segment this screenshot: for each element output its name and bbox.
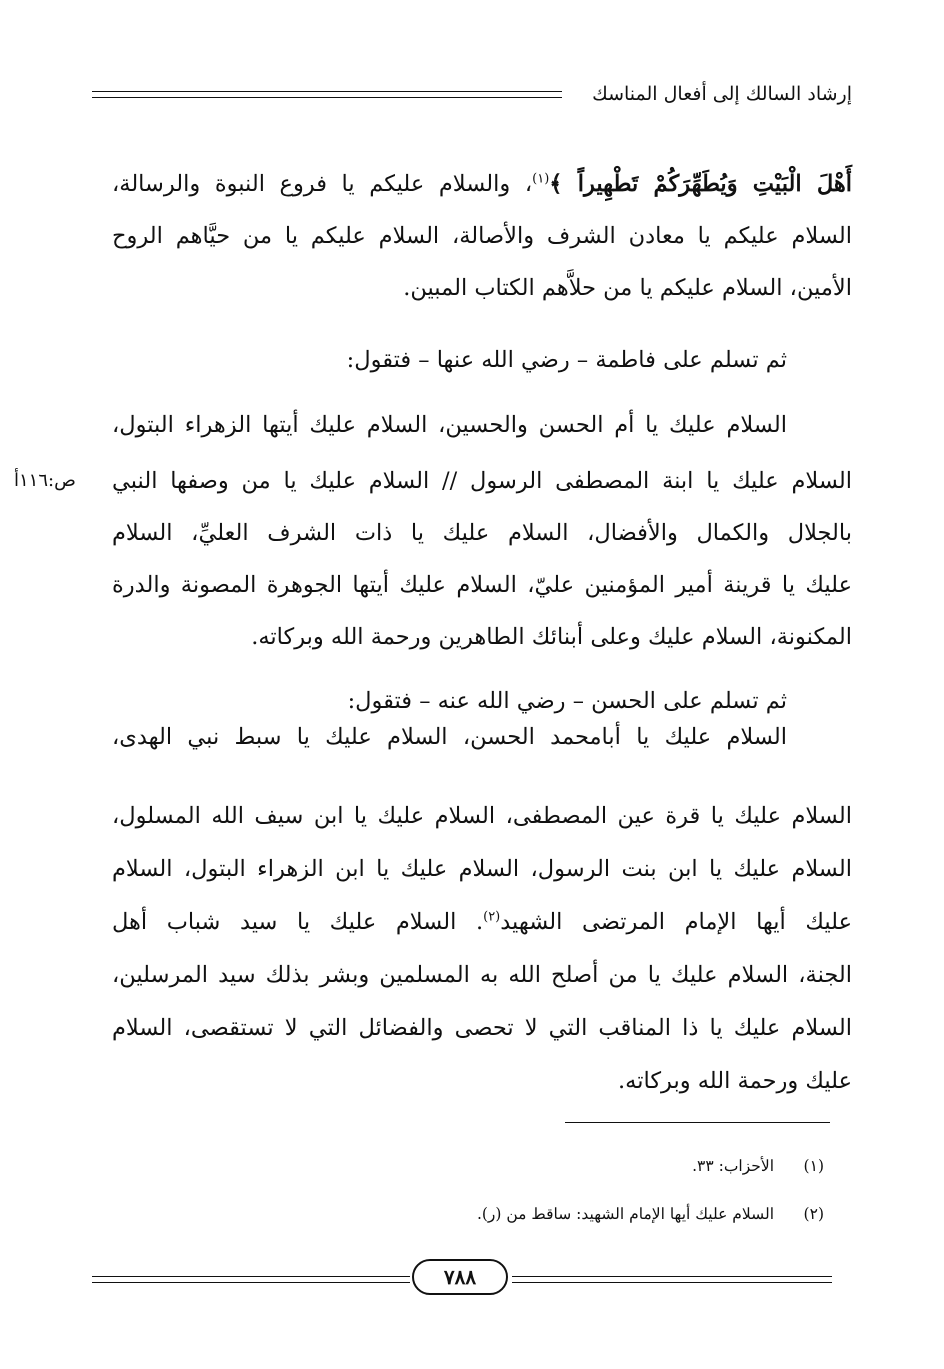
running-header-title: إرشاد السالك إلى أفعال المناسك [592,83,852,105]
footnote-1-number: (١) [803,1157,824,1175]
text-line-1 [112,164,852,204]
footnote-ref-2: (٢) [483,909,501,925]
text-line-10: ثم تسلم على الحسن – رضي الله عنه – فتقول: [347,688,787,714]
text-line-12: السلام عليك يا قرة عين المصطفى، السلام عليك يا ابن سيف الله المسلول، [112,803,852,829]
text-line-9: المكنونة، السلام عليك وعلى أبنائك الطاهرين ورحمة الله وبركاته. [251,624,852,650]
footnote-1-text: الأحزاب: ٣٣. [692,1157,774,1175]
text-line-15: الجنة، السلام عليك يا من أصلح الله به المسلمين وبشر بذلك سيد المرسلين، [112,962,852,988]
text-line-2: السلام عليكم يا معادن الشرف والأصالة، السلام عليكم يا من حيَّاهم الروح [112,223,852,249]
page-number: ٧٨٨ [412,1259,508,1295]
text-line-14 [112,902,852,942]
text-line-13: السلام عليك يا ابن بنت الرسول، السلام عليك يا ابن الزهراء البتول، السلام [112,856,852,882]
text-line-1-rest: ، والسلام عليكم يا فروع النبوة والرسالة، [112,171,533,197]
footnote-separator [565,1122,830,1123]
text-line-6: السلام عليك يا ابنة المصطفى الرسول // السلام عليك يا من وصفها النبي [112,468,852,494]
text-line-4: ثم تسلم على فاطمة – رضي الله عنها – فتقول: [346,347,787,373]
manuscript-folio-ref: ص:١١٦أ [14,470,76,491]
text-line-8: عليك يا قرينة أمير المؤمنين عليّ، السلام عليك أيتها الجوهرة المصونة والدرة [112,572,852,598]
footnote-2 [477,1200,824,1228]
quran-verse: أَهْلَ الْبَيْتِ وَيُطَهِّرَكُمْ تَطْهِيراً ﴾ [549,171,853,197]
text-line-16: السلام عليك يا ذا المناقب التي لا تحصى والفضائل التي لا تستقصى، السلام [112,1015,852,1041]
footnote-ref-1: (١) [532,171,550,187]
text-line-5: السلام عليك يا أم الحسن والحسين، السلام عليك أيتها الزهراء البتول، [112,412,787,438]
text-line-17: عليك ورحمة الله وبركاته. [618,1068,852,1094]
text-line-3: الأمين، السلام عليكم يا من حلاَّهم الكتاب المبين. [403,275,852,301]
text-line-7: بالجلال والكمال والأفضال، السلام عليك يا ذات الشرف العليِّ، السلام [112,520,852,546]
footnote-2-number: (٢) [803,1205,824,1223]
header-rule [92,91,562,98]
text-line-14-a: عليك أيها الإمام المرتضى الشهيد [500,909,852,935]
footer-rule-right [512,1276,832,1283]
footnote-2-text: السلام عليك أيها الإمام الشهيد: ساقط من (ر). [476,1205,774,1223]
text-line-14-b: . السلام عليك يا سيد شباب أهل [112,909,484,935]
footer-rule-left [92,1276,410,1283]
footnote-1 [692,1152,824,1180]
text-line-11: السلام عليك يا أبامحمد الحسن، السلام عليك يا سبط نبي الهدى، [112,724,787,750]
